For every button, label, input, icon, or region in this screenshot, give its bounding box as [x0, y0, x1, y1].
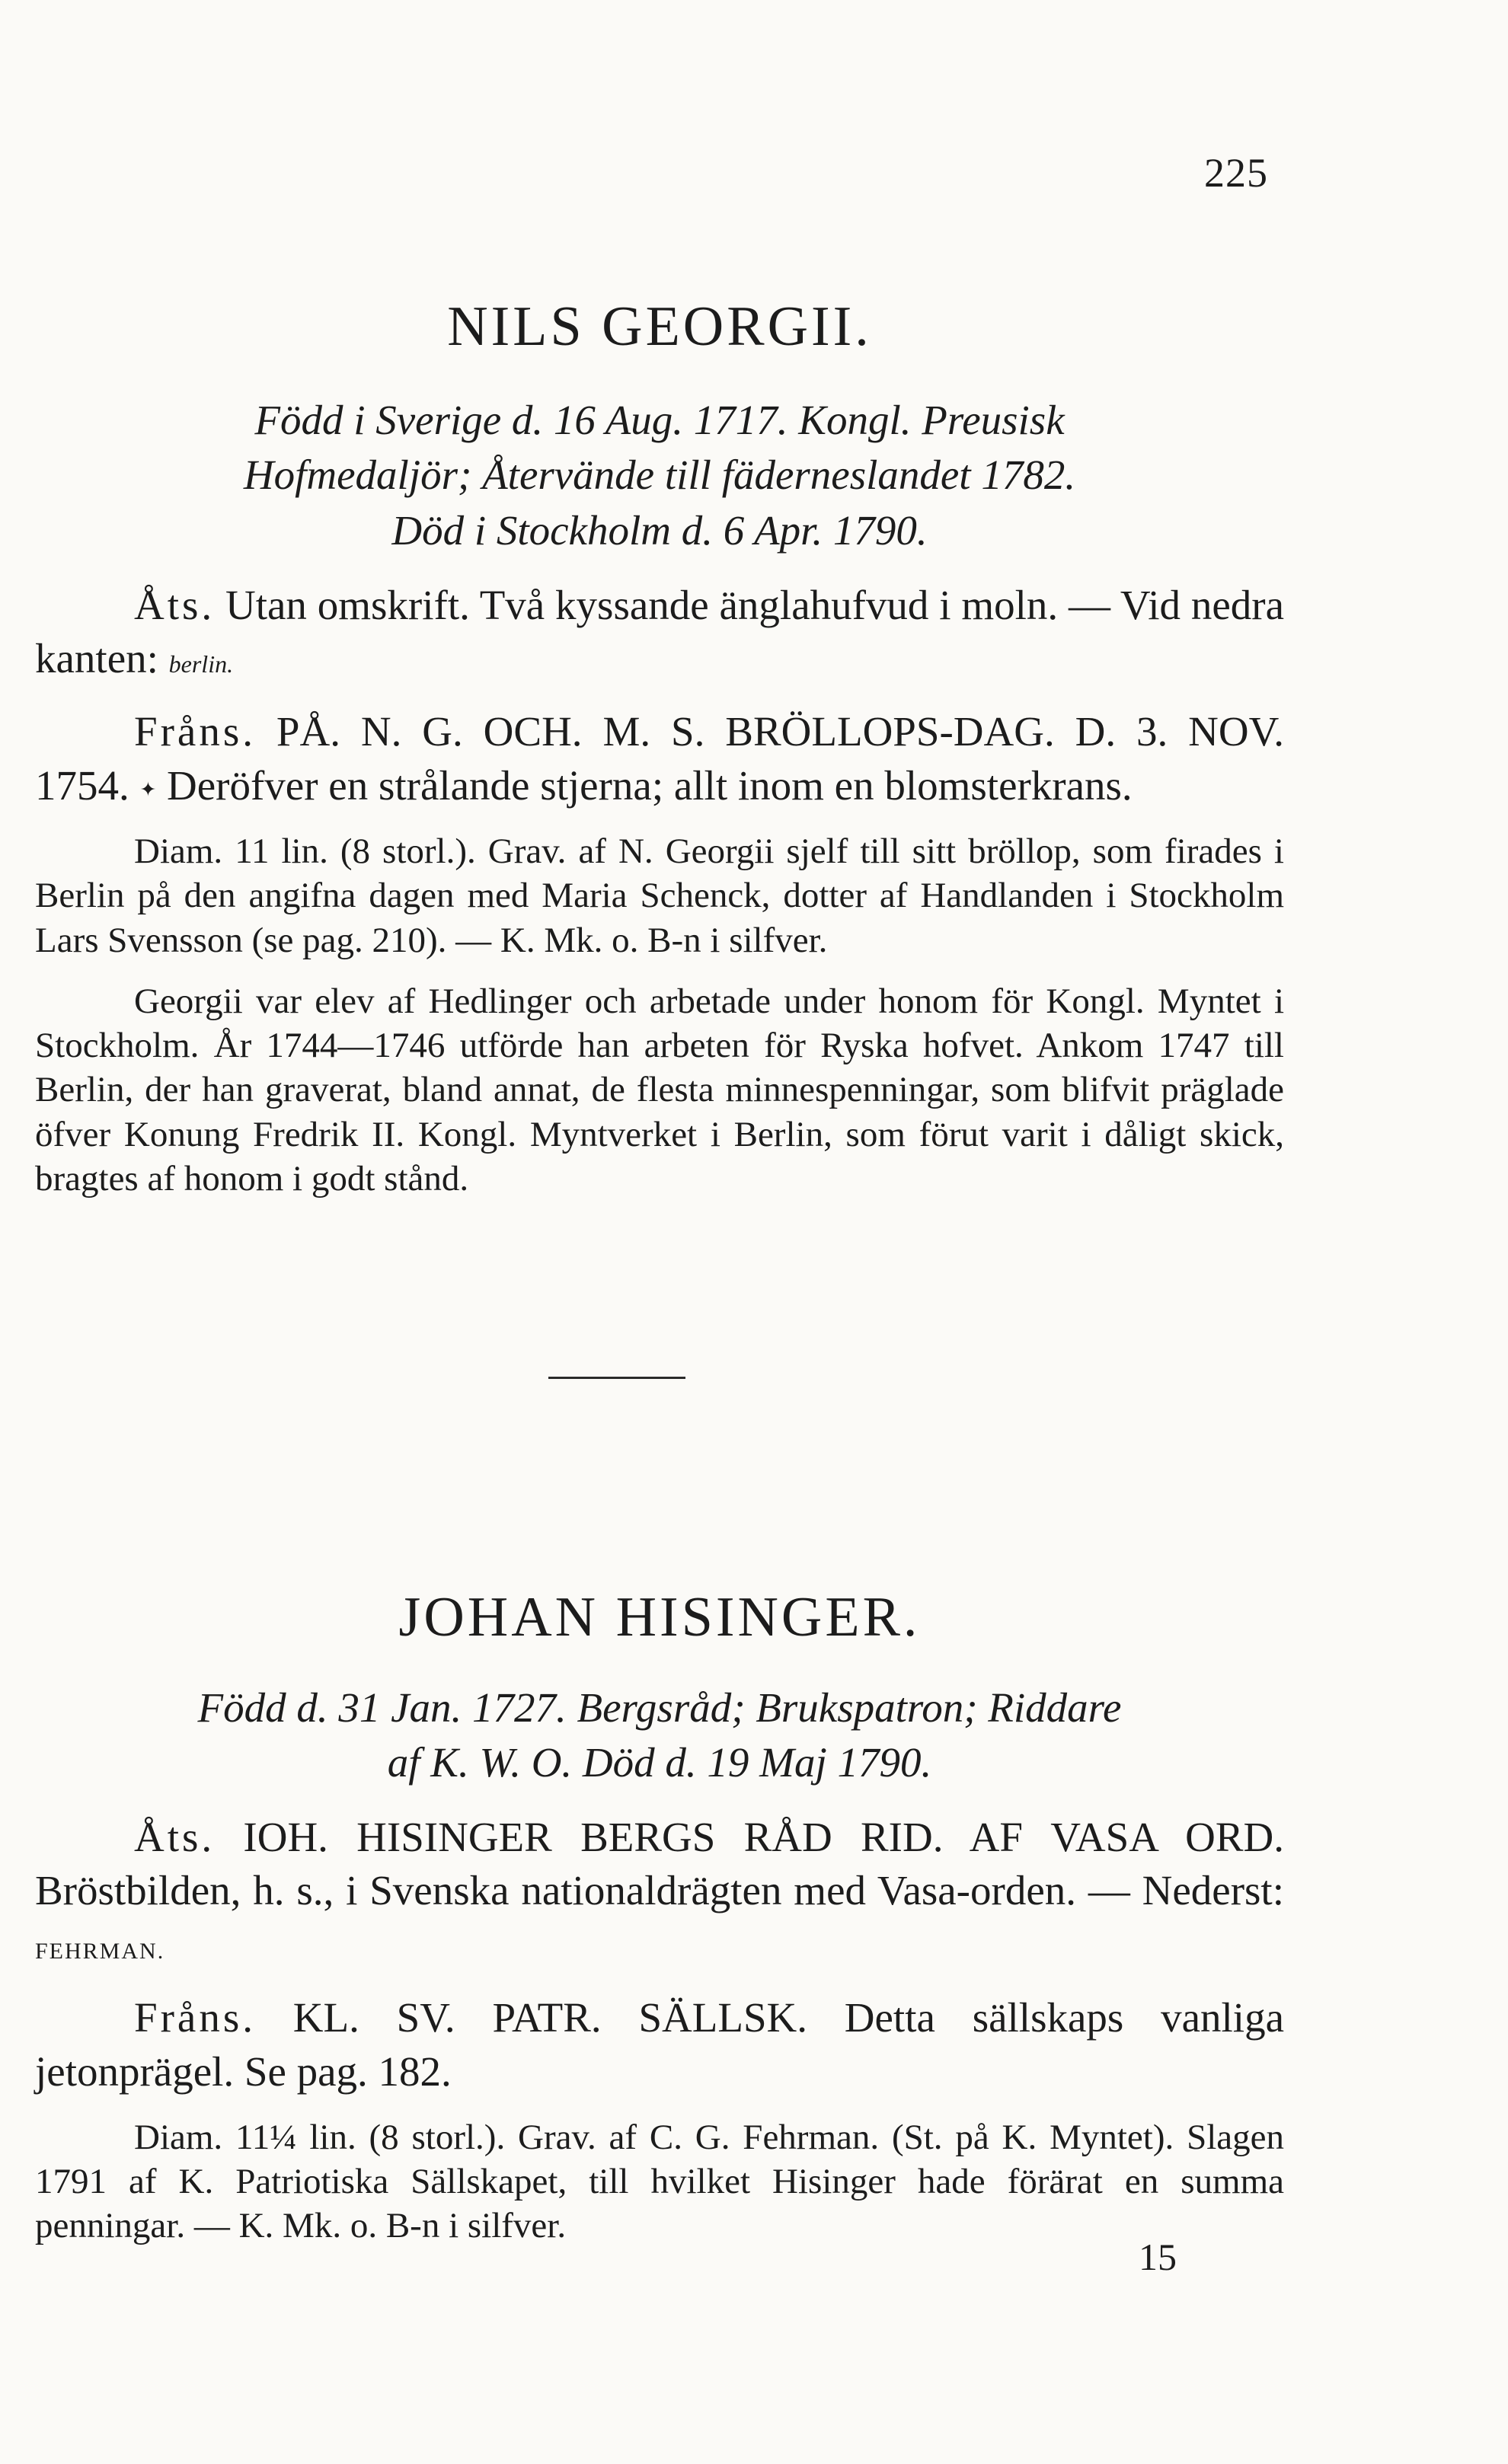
- reverse-description: [35, 705, 1284, 812]
- obverse-description: [35, 579, 1284, 686]
- entry-johan-hisinger: [35, 1584, 1284, 2249]
- biography-line: Hofmedaljör; Återvände till fäderneslandet 1782.: [243, 452, 1076, 499]
- obverse-label: Åts.: [134, 581, 216, 628]
- reverse-text: KL. SV. PATR. SÄLLSK. Detta sällskaps vanliga jetonprägel. Se pag. 182.: [35, 1994, 1285, 2095]
- diameter-note: Diam. 11¼ lin. (8 storl.). Grav. af C. G. Fehrman. (St. på K. Myntet). Slagen 1791 af K. Patriotiska Sällskapet, till hvilket Hisinger hade förärat en summa penningar. — K. Mk. o. B-n i silfver.: [35, 2117, 1284, 2246]
- signature-mark: 15: [1139, 2236, 1177, 2278]
- obverse-text: Utan omskrift. Två kyssande änglahufvud i moln. — Vid nedra kanten:: [35, 581, 1285, 681]
- reverse-label: Fråns.: [134, 708, 256, 755]
- biography-line: Född i Sverige d. 16 Aug. 1717. Kongl. Preusisk: [254, 396, 1065, 443]
- biography: [35, 1680, 1284, 1791]
- reverse-text: Deröfver en strålande stjerna; allt inom en blomsterkrans.: [167, 761, 1133, 809]
- biography-line: Död i Stockholm d. 6 Apr. 1790.: [391, 506, 928, 554]
- biographical-note: Georgii var elev af Hedlinger och arbetade under honom för Kongl. Myntet i Stockholm. År 1744—1746 utförde han arbeten för Ryska hofvet. Ankom 1747 till Berlin, der han graverat, bland annat, de flesta minnespenningar, som blifvit präglade öfver Konung Fredrik II. Kongl. Myntverket i Berlin, som förut varit i dåligt skick, bragtes af honom i godt stånd.: [35, 981, 1284, 1198]
- star-icon: ✦: [139, 778, 157, 801]
- diameter-note: Diam. 11 lin. (8 storl.). Grav. af N. Georgii sjelf till sitt bröllop, som firades i Berlin på den angifna dagen med Maria Schenck, dotter af Handlanden i Stockholm Lars Svensson (se pag. 210). — K. Mk. o. B-n i silfver.: [35, 831, 1284, 960]
- biography: [35, 393, 1284, 559]
- entry-nils-georgii: [35, 293, 1284, 1201]
- obverse-description: [35, 1811, 1284, 1971]
- obverse-label: Åts.: [134, 1813, 216, 1860]
- engraver-signature: FEHRMAN.: [35, 1938, 165, 1964]
- obverse-text: IOH. HISINGER BERGS RÅD RID. AF VASA ORD. Bröstbilden, h. s., i Svenska nationaldrägten med Vasa-orden. — Nederst:: [35, 1813, 1284, 1914]
- reverse-description: [35, 1991, 1284, 2099]
- section-divider: [548, 1377, 685, 1379]
- reverse-label: Fråns.: [134, 1994, 256, 2041]
- entry-title: JOHAN HISINGER.: [398, 1586, 921, 1649]
- biography-line: Född d. 31 Jan. 1727. Bergsråd; Brukspatron; Riddare: [197, 1684, 1122, 1731]
- reverse-legend: PÅ. N. G. OCH. M. S. BRÖLLOPS-DAG. D. 3. NOV. 1754.: [35, 708, 1284, 809]
- page-number: 225: [1204, 150, 1268, 196]
- biography-line: af K. W. O. Död d. 19 Maj 1790.: [387, 1739, 932, 1786]
- engraver-signature: berlin.: [168, 650, 234, 678]
- entry-title: NILS GEORGII.: [447, 295, 872, 358]
